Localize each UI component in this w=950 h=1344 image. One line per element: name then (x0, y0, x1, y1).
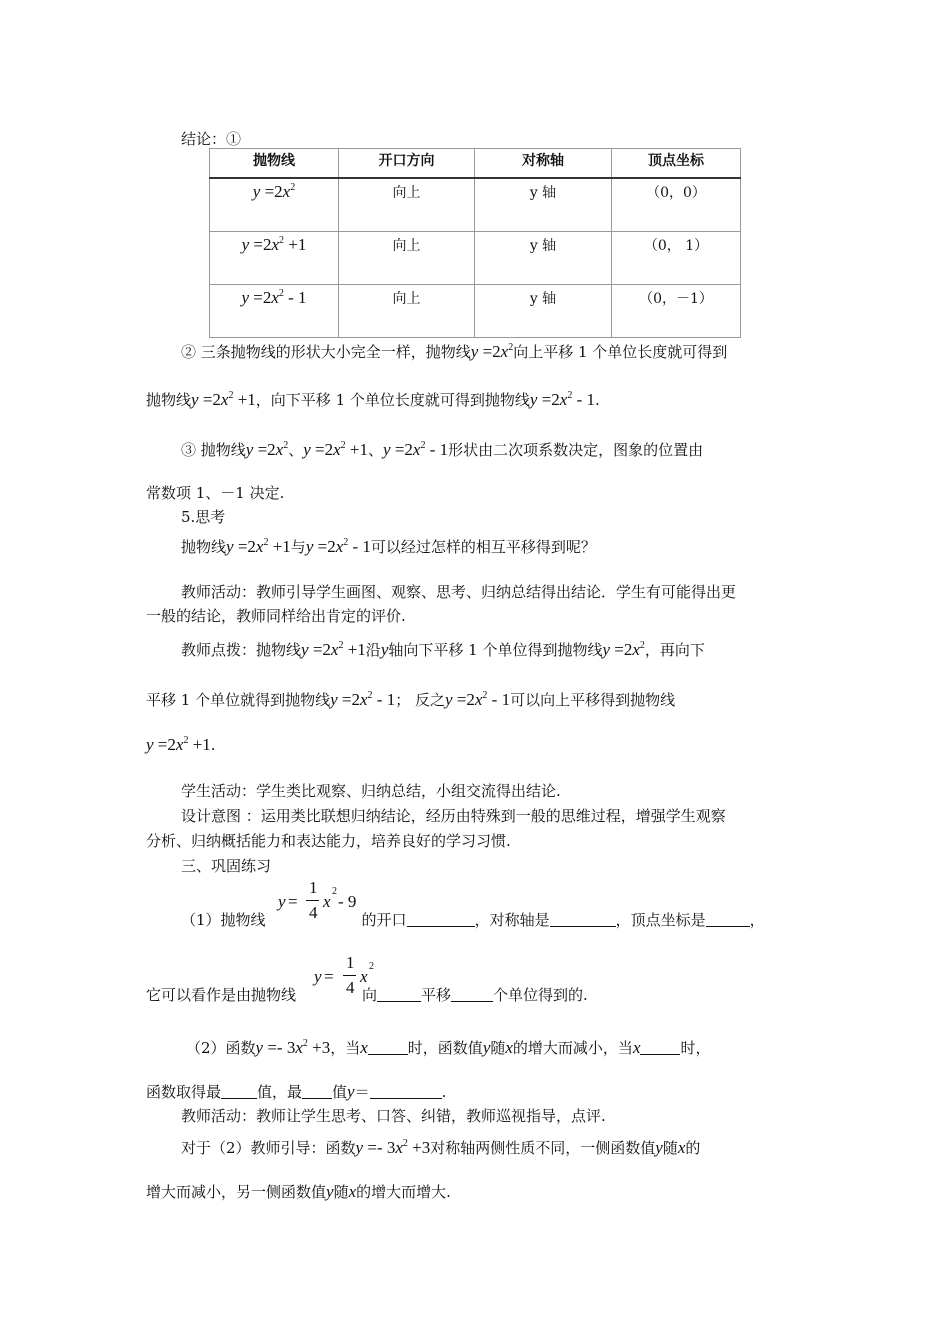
blank[interactable] (407, 912, 475, 927)
formula: $y =2x^2 - 1$ (383, 440, 449, 459)
student-activity: 学生活动：学生类比观察、归纳总结，小组交流得出结论. (181, 782, 561, 800)
formula: $y =2x^2 +1$ (301, 640, 366, 659)
design-intent-line1: 设计意图 ：运用类比联想归纳结论，经历由特殊到一般的思维过程，增强学生观察 (181, 807, 726, 825)
formula: $y =2x^2 - 1$ (529, 390, 595, 409)
formula: $y =2x^2 +1$ (146, 735, 211, 754)
formula: $y =2x^2 +1$ (226, 537, 291, 556)
var-x: x (360, 1038, 368, 1057)
formula-cell: $y =2x^2 - 1$ (210, 285, 339, 338)
formula: $y =2x^2$ (245, 440, 289, 459)
formula: $y =2x^2 - 1$ (444, 690, 511, 709)
conclusion-label: 结论：① (181, 130, 242, 148)
blank[interactable] (370, 1084, 442, 1099)
table-row (210, 285, 741, 338)
formula: $y =2x^2 +1$ (303, 440, 369, 459)
paragraph-3-line1: ③ 抛物线$y =2x^2$、$y =2x^2 +1$、$y =2x^2 - 1$形状由二次项系数决定，图象的位置由 (181, 440, 704, 459)
var-x: x (348, 1182, 357, 1201)
formula: $y =2x^2 - 1$ (330, 690, 396, 709)
teacher-activity-2: 教师活动：教师让学生思考、口答、纠错，教师巡视指导，点评. (181, 1107, 606, 1125)
col-parabola: 抛物线 (210, 149, 339, 179)
formula: $y =2x^2 - 1$ (305, 537, 371, 556)
formula-cell: $y =2x^2 +1$ (210, 232, 339, 285)
blank[interactable] (640, 1040, 680, 1055)
paragraph-2-line2: 抛物线$y =2x^2 +1$，向下平移 1 个单位长度就可得到抛物线$y =2x^2 - 1$. (146, 390, 600, 409)
var-y: y (482, 1038, 491, 1057)
vertex-cell: （0， 1） (612, 232, 741, 285)
axis-cell: y 轴 (475, 178, 612, 232)
var-y: y (347, 1082, 355, 1101)
var-x: x (677, 1138, 686, 1157)
paragraph-3-line2: 常数项 1、－1 决定. (146, 484, 285, 502)
col-vertex: 顶点坐标 (612, 149, 741, 179)
col-direction: 开口方向 (339, 149, 475, 179)
blank[interactable] (377, 987, 421, 1002)
think-title: 5.思考 (181, 508, 226, 526)
blank[interactable] (550, 912, 616, 927)
formula: $y =- 3x^2 +3$ (355, 1138, 431, 1157)
var-x: x (632, 1038, 641, 1057)
paragraph-2-line1: ② 三条抛物线的形状大小完全一样，抛物线$y =2x^2$向上平移 1 个单位长度就可得到 (181, 342, 728, 361)
axis-cell: y 轴 (475, 285, 612, 338)
guide-line2: 增大而减小，另一侧函数值y随x的增大而增大. (146, 1182, 451, 1201)
table-row (210, 232, 741, 285)
vertex-cell: （0，－1） (612, 285, 741, 338)
blank[interactable] (221, 1084, 257, 1099)
direction-cell: 向上 (339, 285, 475, 338)
teacher-hint-line3: $y =2x^2 +1$. (146, 735, 216, 754)
design-intent-line2: 分析、归纳概括能力和表达能力，培养良好的学习习惯. (146, 832, 511, 850)
var-y: y (380, 640, 389, 659)
formula: $y =2x^2$ (470, 342, 514, 361)
formula: $y =2x^2 +1$ (191, 390, 256, 409)
vertex-cell: （0，0） (612, 178, 741, 232)
teacher-activity-line1: 教师活动：教师引导学生画图、观察、思考、归纳总结得出结论．学生有可能得出更 (181, 583, 737, 601)
question-2-line1: （2）函数$y =- 3x^2 +3$，当x 时，函数值y随x的增大而减小，当x 时， (186, 1038, 711, 1057)
teacher-activity-line2: 一般的结论，教师同样给出肯定的评价. (146, 607, 406, 625)
var-x: x (505, 1038, 513, 1057)
blank[interactable] (451, 987, 493, 1002)
formula-cell: $y =2x^2$ (210, 178, 339, 232)
axis-cell: y 轴 (475, 232, 612, 285)
parabola-table (209, 148, 741, 338)
guide-line1: 对于（2）教师引导：函数$y =- 3x^2 +3$对称轴两侧性质不同，一侧函数值y随x的 (181, 1138, 701, 1157)
formula: $y =- 3x^2 +3$ (255, 1038, 331, 1057)
teacher-hint-line2: 平移 1 个单位就得到抛物线$y =2x^2 - 1$； 反之$y =2x^2 - 1$可以向上平移得到抛物线 (146, 690, 676, 709)
var-y: y (326, 1182, 334, 1201)
blank[interactable] (302, 1084, 332, 1099)
direction-cell: 向上 (339, 178, 475, 232)
direction-cell: 向上 (339, 232, 475, 285)
blank[interactable] (368, 1040, 408, 1055)
col-axis: 对称轴 (475, 149, 612, 179)
question-1-line2: 它可以看作是由抛物线 向 平移 个单位得到的. (146, 986, 588, 1004)
teacher-hint-line1: 教师点拨：抛物线$y =2x^2 +1$沿y轴向下平移 1 个单位得到抛物线$y =2x^2$，再向下 (181, 640, 705, 659)
section-title: 三、巩固练习 (181, 857, 272, 875)
formula: $y =2x^2$ (602, 640, 645, 659)
table-header-row (210, 149, 741, 179)
var-y: y (655, 1138, 663, 1157)
question-1-line1: （1）抛物线 的开口 ，对称轴是 ，顶点坐标是 ， (181, 911, 765, 929)
table-row (210, 178, 741, 232)
question-2-line2: 函数取得最 值，最 值y＝ . (146, 1082, 447, 1101)
blank[interactable] (706, 912, 750, 927)
think-question: 抛物线$y =2x^2 +1$与$y =2x^2 - 1$可以经过怎样的相互平移得到呢？ (181, 537, 596, 556)
